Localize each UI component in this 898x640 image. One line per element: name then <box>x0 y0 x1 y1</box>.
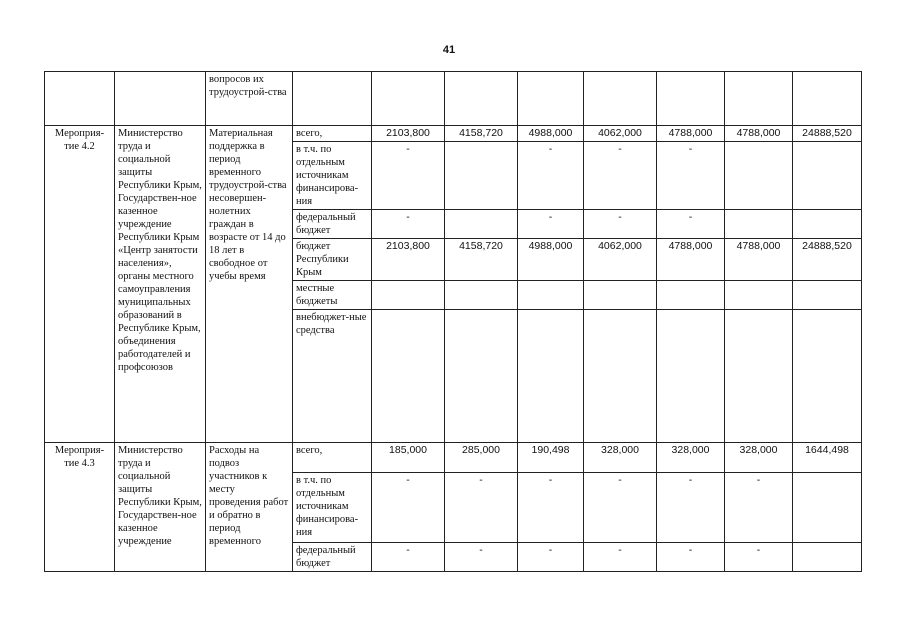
value-cell <box>793 72 862 126</box>
value-cell: - <box>518 543 584 572</box>
table-row <box>45 126 862 142</box>
value-cell: - <box>445 543 518 572</box>
funding-source-cell <box>293 72 372 126</box>
funding-source-cell: бюджет Республики Крым <box>293 239 372 281</box>
value-cell <box>793 473 862 543</box>
value-cell <box>518 281 584 310</box>
value-cell: 4788,000 <box>657 239 725 281</box>
value-cell: 328,000 <box>584 443 657 473</box>
value-cell: 4788,000 <box>725 239 793 281</box>
value-cell <box>657 281 725 310</box>
funding-source-cell: федеральный бюджет <box>293 210 372 239</box>
value-cell: 4788,000 <box>657 126 725 142</box>
funding-source-cell: в т.ч. по отдельным источникам финансирова-ния <box>293 473 372 543</box>
value-cell: 4988,000 <box>518 126 584 142</box>
funding-source-cell: в т.ч. по отдельным источникам финансирова-ния <box>293 142 372 210</box>
value-cell <box>793 281 862 310</box>
value-cell <box>657 72 725 126</box>
value-cell <box>584 310 657 443</box>
value-cell: - <box>372 142 445 210</box>
funding-source-cell: местные бюджеты <box>293 281 372 310</box>
value-cell <box>793 543 862 572</box>
value-cell: - <box>657 473 725 543</box>
activity-cell <box>45 72 115 126</box>
value-cell: - <box>518 142 584 210</box>
value-cell <box>725 72 793 126</box>
value-cell: - <box>584 543 657 572</box>
executor-cell: Министерство труда и социальной защиты Республики Крым, Государствен-ное казенное учреждение <box>115 443 206 572</box>
value-cell <box>518 72 584 126</box>
description-cell: Материальная поддержка в период временного трудоустрой-ства несовершен-нолетних граждан в возрасте от 14 до 18 лет в свободное от учебы время <box>206 126 293 443</box>
activity-cell: Мероприя-тие 4.3 <box>45 443 115 572</box>
value-cell <box>584 281 657 310</box>
value-cell <box>372 281 445 310</box>
value-cell: - <box>372 543 445 572</box>
funding-source-cell: внебюджет-ные средства <box>293 310 372 443</box>
value-cell <box>445 142 518 210</box>
executor-cell <box>115 72 206 126</box>
value-cell <box>793 142 862 210</box>
value-cell: 4062,000 <box>584 126 657 142</box>
value-cell <box>725 210 793 239</box>
value-cell: 2103,800 <box>372 126 445 142</box>
value-cell: 4988,000 <box>518 239 584 281</box>
value-cell: - <box>584 142 657 210</box>
value-cell <box>372 72 445 126</box>
value-cell <box>584 72 657 126</box>
value-cell <box>793 210 862 239</box>
value-cell: - <box>584 210 657 239</box>
value-cell: - <box>518 210 584 239</box>
activity-cell: Мероприя-тие 4.2 <box>45 126 115 443</box>
value-cell <box>518 310 584 443</box>
value-cell: 285,000 <box>445 443 518 473</box>
page-number: 41 <box>442 44 456 56</box>
value-cell: - <box>445 473 518 543</box>
value-cell <box>445 310 518 443</box>
table-row <box>45 443 862 473</box>
value-cell: - <box>725 473 793 543</box>
value-cell <box>793 310 862 443</box>
value-cell: 4788,000 <box>725 126 793 142</box>
value-cell: - <box>518 473 584 543</box>
value-cell <box>445 210 518 239</box>
value-cell <box>372 310 445 443</box>
value-cell <box>445 281 518 310</box>
value-cell: 328,000 <box>657 443 725 473</box>
value-cell <box>657 310 725 443</box>
value-cell: - <box>657 210 725 239</box>
funding-source-cell: всего, <box>293 126 372 142</box>
value-cell <box>445 72 518 126</box>
value-cell: 4062,000 <box>584 239 657 281</box>
value-cell: 328,000 <box>725 443 793 473</box>
value-cell: - <box>372 473 445 543</box>
value-cell <box>725 142 793 210</box>
value-cell: 2103,800 <box>372 239 445 281</box>
value-cell: 4158,720 <box>445 239 518 281</box>
value-cell: 190,498 <box>518 443 584 473</box>
budget-table <box>44 71 862 572</box>
value-cell <box>725 281 793 310</box>
value-cell: 24888,520 <box>793 239 862 281</box>
funding-source-cell: всего, <box>293 443 372 473</box>
table-row <box>45 72 862 126</box>
executor-cell: Министерство труда и социальной защиты Республики Крым, Государствен-ное казенное учреждение Республики Крым «Центр занятости населения», органы местного самоуправления муниципальных образований в Республике Крым, объединения работодателей и профсоюзов <box>115 126 206 443</box>
value-cell: - <box>725 543 793 572</box>
value-cell: 1644,498 <box>793 443 862 473</box>
description-cell: Расходы на подвоз участников к месту проведения работ и обратно в период временного <box>206 443 293 572</box>
value-cell <box>725 310 793 443</box>
description-cell: вопросов их трудоустрой-ства <box>206 72 293 126</box>
value-cell: - <box>657 142 725 210</box>
funding-source-cell: федеральный бюджет <box>293 543 372 572</box>
value-cell: - <box>657 543 725 572</box>
value-cell: 185,000 <box>372 443 445 473</box>
value-cell: 24888,520 <box>793 126 862 142</box>
value-cell: - <box>372 210 445 239</box>
value-cell: - <box>584 473 657 543</box>
value-cell: 4158,720 <box>445 126 518 142</box>
